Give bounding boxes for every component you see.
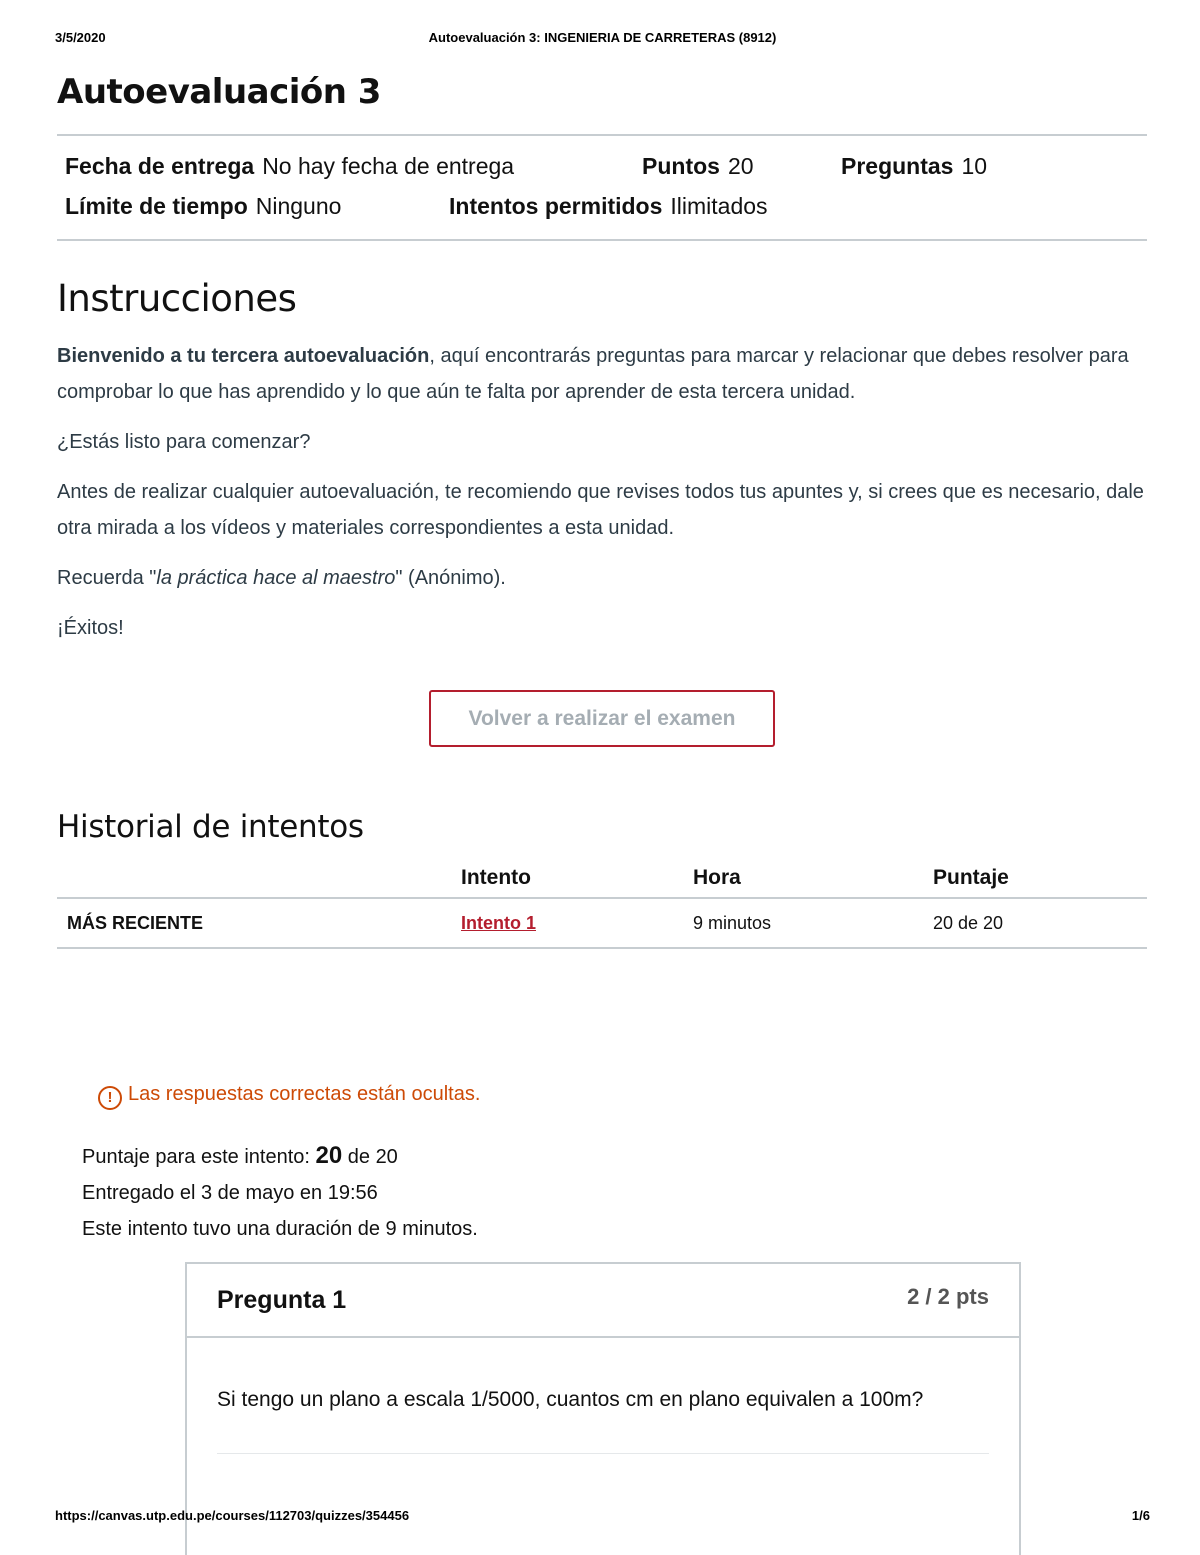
- questions-detail: [841, 153, 987, 180]
- divider: [57, 239, 1147, 241]
- print-footer: [55, 1508, 1150, 1528]
- answers-hidden-notice: [98, 1083, 480, 1110]
- retake-container: [57, 690, 1147, 747]
- quiz-content: [57, 60, 1147, 949]
- questions-value: 10: [961, 153, 988, 179]
- notice-text: Las respuestas correctas están ocultas.: [128, 1083, 481, 1105]
- instructions-paragraph: ¡Éxitos!: [57, 617, 124, 639]
- question-title: Pregunta 1: [217, 1286, 347, 1314]
- quote-prefix: Recuerda ": [57, 567, 157, 589]
- print-document-title: Autoevaluación 3: INGENIERIA DE CARRETERAS (8912): [428, 30, 777, 45]
- points-value: 20: [727, 153, 754, 179]
- submitted-line: Entregado el 3 de mayo en 19:56: [82, 1182, 378, 1204]
- warning-circle-icon: !: [98, 1086, 122, 1110]
- column-header-score: Puntaje: [933, 859, 1147, 898]
- quote-suffix: " (Anónimo).: [395, 567, 506, 589]
- time-limit-value: Ninguno: [255, 193, 342, 219]
- divider: [217, 1453, 989, 1454]
- table-header-row: [57, 859, 1147, 898]
- score-value: 20: [315, 1142, 343, 1169]
- retake-quiz-button[interactable]: Volver a realizar el examen: [429, 690, 775, 747]
- print-date: 3/5/2020: [55, 30, 106, 45]
- attempts-allowed-value: Ilimitados: [670, 193, 768, 219]
- questions-label: Preguntas: [841, 153, 954, 179]
- due-date-detail: [65, 153, 514, 180]
- score-prefix: Puntaje para este intento:: [82, 1146, 316, 1168]
- score-line: [82, 1138, 478, 1175]
- attempt-score: 20 de 20: [933, 898, 1147, 948]
- attempt-link[interactable]: Intento 1: [461, 912, 536, 933]
- points-label: Puntos: [642, 153, 720, 179]
- attempt-summary: [82, 1138, 478, 1247]
- attempt-history-heading: Historial de intentos: [57, 809, 364, 845]
- instructions-paragraph: [57, 338, 1147, 410]
- print-header: [55, 30, 1150, 50]
- score-suffix: de 20: [342, 1146, 398, 1168]
- column-header-time: Hora: [693, 859, 933, 898]
- due-date-label: Fecha de entrega: [65, 153, 255, 179]
- question-text: Si tengo un plano a escala 1/5000, cuantos cm en plano equivalen a 100m?: [217, 1388, 924, 1411]
- attempt-history-table: [57, 859, 1147, 949]
- instructions-text: , aquí encontrarás preguntas para marcar y relacionar que debes resolver para comprobar lo que has aprendido y lo que aún te falta por aprender de esta tercera unidad.: [57, 345, 1129, 403]
- attempt-label: MÁS RECIENTE: [57, 898, 461, 948]
- points-detail: [642, 153, 754, 180]
- page-number: 1/6: [1131, 1508, 1150, 1523]
- page-title: Autoevaluación 3: [57, 72, 381, 112]
- instructions-body: [57, 338, 1147, 646]
- time-limit-label: Límite de tiempo: [65, 193, 248, 219]
- table-row: [57, 898, 1147, 948]
- duration-line: Este intento tuvo una duración de 9 minutos.: [82, 1218, 478, 1240]
- print-url: https://canvas.utp.edu.pe/courses/112703/quizzes/354456: [55, 1508, 410, 1523]
- instructions-paragraph: Antes de realizar cualquier autoevaluación, te recomiendo que revises todos tus apuntes y, si crees que es necesario, dale otra mirada a los vídeos y materiales correspondientes a esta unidad.: [57, 481, 1144, 539]
- instructions-heading: Instrucciones: [57, 277, 297, 320]
- attempt-time: 9 minutos: [693, 898, 933, 948]
- instructions-paragraph: ¿Estás listo para comenzar?: [57, 431, 311, 453]
- welcome-text: Bienvenido a tu tercera autoevaluación: [57, 345, 430, 367]
- question-body: [187, 1338, 1019, 1454]
- time-limit-detail: [65, 193, 341, 220]
- attempts-allowed-label: Intentos permitidos: [449, 193, 663, 219]
- question-header: [187, 1264, 1019, 1338]
- due-date-value: No hay fecha de entrega: [262, 153, 515, 179]
- question-points: 2 / 2 pts: [907, 1284, 989, 1309]
- quote-text: la práctica hace al maestro: [156, 567, 396, 589]
- attempts-allowed-detail: [449, 193, 768, 220]
- attempt-cell: [461, 898, 693, 948]
- quiz-details: [57, 136, 1147, 236]
- column-header-blank: [57, 859, 461, 898]
- instructions-paragraph: [57, 560, 1147, 596]
- column-header-attempt: Intento: [461, 859, 693, 898]
